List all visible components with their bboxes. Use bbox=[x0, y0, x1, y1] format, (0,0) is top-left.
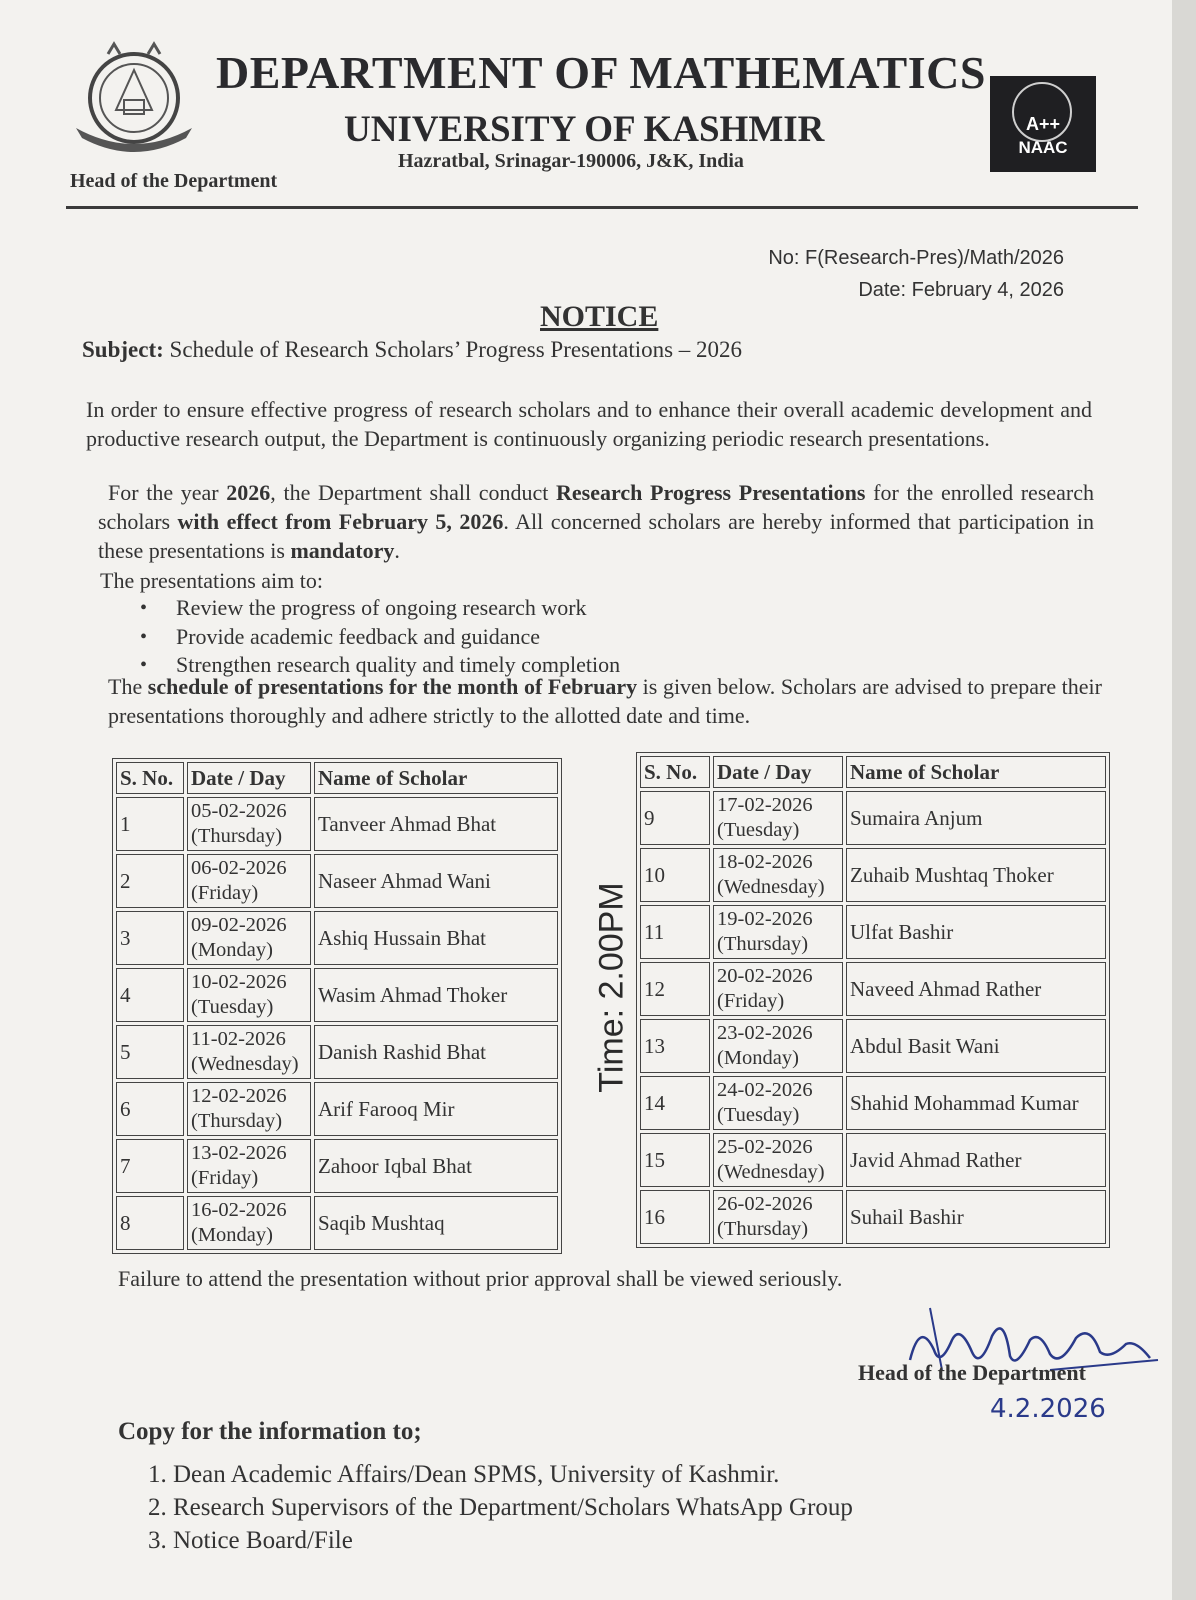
emphasis-text: with effect from February 5, 2026 bbox=[177, 509, 504, 534]
date-value: 24-02-2026 bbox=[717, 1079, 813, 1101]
table-row bbox=[640, 962, 1106, 1016]
university-seal-logo bbox=[68, 40, 200, 160]
copy-item: 1. Dean Academic Affairs/Dean SPMS, University of Kashmir. bbox=[148, 1461, 780, 1488]
table-row bbox=[116, 1139, 558, 1193]
day-value: (Monday) bbox=[717, 1047, 799, 1069]
header-date: Date / Day bbox=[187, 762, 311, 794]
schedule-rows-left bbox=[116, 797, 558, 1250]
scholar-name-cell: Saqib Mushtaq bbox=[314, 1196, 558, 1250]
date-cell bbox=[187, 1196, 311, 1250]
emphasis-text: Research Progress Presentations bbox=[556, 480, 866, 505]
date-value: 17-02-2026 bbox=[717, 794, 813, 816]
date-value: 10-02-2026 bbox=[191, 971, 287, 993]
department-name: DEPARTMENT OF MATHEMATICS bbox=[216, 47, 986, 98]
table-row bbox=[116, 797, 558, 851]
notice-title: NOTICE bbox=[540, 300, 659, 333]
date-cell bbox=[713, 1019, 843, 1073]
day-value: (Thursday) bbox=[191, 825, 283, 847]
aim-item: • Review the progress of ongoing research work bbox=[140, 594, 620, 623]
table-row bbox=[116, 1196, 558, 1250]
scholar-name-cell: Zuhaib Mushtaq Thoker bbox=[846, 848, 1106, 902]
sno-cell: 6 bbox=[116, 1082, 184, 1136]
scholar-name-cell: Suhail Bashir bbox=[846, 1190, 1106, 1244]
text-run: For the year bbox=[108, 480, 227, 505]
scholar-name-cell: Tanveer Ahmad Bhat bbox=[314, 797, 558, 851]
sno-cell: 16 bbox=[640, 1190, 710, 1244]
date-value: 11-02-2026 bbox=[191, 1028, 286, 1050]
date-value: 16-02-2026 bbox=[191, 1199, 287, 1221]
background-edge bbox=[1172, 0, 1196, 1600]
day-value: (Wednesday) bbox=[717, 876, 825, 898]
text-run: . All concerned scholars are hereby informed that participation in these presentations is bbox=[98, 509, 1094, 563]
sno-cell: 12 bbox=[640, 962, 710, 1016]
sno-cell: 9 bbox=[640, 791, 710, 845]
day-value: (Tuesday) bbox=[191, 996, 274, 1018]
day-value: (Thursday) bbox=[717, 933, 809, 955]
copy-heading: Copy for the information to; bbox=[118, 1418, 422, 1445]
date-cell bbox=[713, 848, 843, 902]
scholar-name-cell: Danish Rashid Bhat bbox=[314, 1025, 558, 1079]
date-value: 05-02-2026 bbox=[191, 800, 287, 822]
date-cell bbox=[713, 962, 843, 1016]
table-row bbox=[640, 848, 1106, 902]
table-header-row bbox=[640, 756, 1106, 788]
day-value: (Wednesday) bbox=[717, 1161, 825, 1183]
copy-item: 3. Notice Board/File bbox=[148, 1527, 353, 1554]
sno-cell: 13 bbox=[640, 1019, 710, 1073]
university-name: UNIVERSITY OF KASHMIR bbox=[344, 109, 825, 150]
sno-cell: 15 bbox=[640, 1133, 710, 1187]
scholar-name-cell: Javid Ahmad Rather bbox=[846, 1133, 1106, 1187]
scholar-name-cell: Ulfat Bashir bbox=[846, 905, 1106, 959]
sno-cell: 7 bbox=[116, 1139, 184, 1193]
table-header-row bbox=[116, 762, 558, 794]
sno-cell: 4 bbox=[116, 968, 184, 1022]
naac-label: NAAC bbox=[1018, 138, 1068, 157]
date-value: 06-02-2026 bbox=[191, 857, 287, 879]
reference-number: No: F(Research-Pres)/Math/2026 bbox=[768, 247, 1064, 269]
subject-label: Subject: bbox=[82, 337, 164, 362]
date-cell bbox=[713, 905, 843, 959]
table-row bbox=[640, 1190, 1106, 1244]
sno-cell: 1 bbox=[116, 797, 184, 851]
schedule-paragraph bbox=[108, 672, 1102, 730]
presentation-time-label: Time: 2.00PM bbox=[592, 882, 631, 1093]
scholar-name-cell: Abdul Basit Wani bbox=[846, 1019, 1106, 1073]
announcement-paragraph bbox=[98, 478, 1094, 565]
date-value: 19-02-2026 bbox=[717, 908, 813, 930]
copy-list bbox=[148, 1458, 853, 1557]
schedule-rows-right bbox=[640, 791, 1106, 1244]
naac-badge bbox=[990, 76, 1096, 172]
header-name: Name of Scholar bbox=[314, 762, 558, 794]
sno-cell: 14 bbox=[640, 1076, 710, 1130]
subject-line bbox=[82, 337, 742, 363]
date-value: 23-02-2026 bbox=[717, 1022, 813, 1044]
day-value: (Wednesday) bbox=[191, 1053, 299, 1075]
emphasis-text: mandatory bbox=[290, 538, 395, 563]
day-value: (Friday) bbox=[717, 990, 785, 1012]
table-row bbox=[116, 968, 558, 1022]
table-row bbox=[640, 791, 1106, 845]
table-row bbox=[116, 854, 558, 908]
date-value: 09-02-2026 bbox=[191, 914, 287, 936]
signature-date: 4.2.2026 bbox=[990, 1394, 1106, 1424]
date-cell bbox=[713, 1190, 843, 1244]
header-divider bbox=[66, 206, 1138, 209]
table-row bbox=[116, 911, 558, 965]
intro-paragraph: In order to ensure effective progress of research scholars and to enhance their overall academic development and productive research output, the Department is continuously organizing periodic research presentations. bbox=[86, 397, 1092, 451]
scholar-name-cell: Shahid Mohammad Kumar bbox=[846, 1076, 1106, 1130]
scholar-name-cell: Wasim Ahmad Thoker bbox=[314, 968, 558, 1022]
sno-cell: 11 bbox=[640, 905, 710, 959]
head-of-department-label: Head of the Department bbox=[70, 170, 278, 192]
text-run: The bbox=[108, 674, 148, 699]
date-cell bbox=[187, 797, 311, 851]
sno-cell: 8 bbox=[116, 1196, 184, 1250]
address: Hazratbal, Srinagar-190006, J&K, India bbox=[398, 150, 744, 172]
date-value: 13-02-2026 bbox=[191, 1142, 287, 1164]
signatory-title: Head of the Department bbox=[858, 1360, 1086, 1385]
table-row bbox=[640, 1133, 1106, 1187]
date-cell bbox=[713, 1133, 843, 1187]
sno-cell: 10 bbox=[640, 848, 710, 902]
date-value: 12-02-2026 bbox=[191, 1085, 287, 1107]
day-value: (Monday) bbox=[191, 939, 273, 961]
schedule-table-left bbox=[112, 758, 562, 1254]
day-value: (Tuesday) bbox=[717, 819, 800, 841]
scholar-name-cell: Zahoor Iqbal Bhat bbox=[314, 1139, 558, 1193]
sno-cell: 5 bbox=[116, 1025, 184, 1079]
scholar-name-cell: Naveed Ahmad Rather bbox=[846, 962, 1106, 1016]
date-value: 26-02-2026 bbox=[717, 1193, 813, 1215]
reference-block bbox=[768, 242, 1064, 306]
reference-date: Date: February 4, 2026 bbox=[858, 279, 1064, 301]
aim-item: • Strengthen research quality and timely completion bbox=[140, 651, 620, 680]
emphasis-text: schedule of presentations for the month of February bbox=[147, 674, 638, 699]
header-name: Name of Scholar bbox=[846, 756, 1106, 788]
date-cell bbox=[187, 1025, 311, 1079]
header-sno: S. No. bbox=[116, 762, 184, 794]
naac-grade: A++ bbox=[1025, 114, 1061, 134]
day-value: (Thursday) bbox=[191, 1110, 283, 1132]
sno-cell: 2 bbox=[116, 854, 184, 908]
date-value: 25-02-2026 bbox=[717, 1136, 813, 1158]
date-cell bbox=[713, 1076, 843, 1130]
table-row bbox=[640, 1019, 1106, 1073]
sno-cell: 3 bbox=[116, 911, 184, 965]
aims-intro: The presentations aim to: bbox=[100, 568, 323, 593]
aim-item: • Provide academic feedback and guidance bbox=[140, 623, 620, 652]
emphasis-text: 2026 bbox=[226, 480, 271, 505]
header-sno: S. No. bbox=[640, 756, 710, 788]
text-run: , the Department shall conduct bbox=[270, 480, 557, 505]
date-cell bbox=[187, 1082, 311, 1136]
day-value: (Monday) bbox=[191, 1224, 273, 1246]
subject-text: Schedule of Research Scholars’ Progress Presentations – 2026 bbox=[163, 337, 743, 362]
scholar-name-cell: Arif Farooq Mir bbox=[314, 1082, 558, 1136]
date-cell bbox=[713, 791, 843, 845]
day-value: (Friday) bbox=[191, 1167, 259, 1189]
day-value: (Thursday) bbox=[717, 1218, 809, 1240]
failure-note: Failure to attend the presentation without prior approval shall be viewed seriously. bbox=[118, 1266, 843, 1291]
text-run: . bbox=[394, 538, 400, 563]
date-value: 18-02-2026 bbox=[717, 851, 813, 873]
date-value: 20-02-2026 bbox=[717, 965, 813, 987]
date-cell bbox=[187, 1139, 311, 1193]
table-row bbox=[640, 905, 1106, 959]
header-date: Date / Day bbox=[713, 756, 843, 788]
copy-item: 2. Research Supervisors of the Department/Scholars WhatsApp Group bbox=[148, 1494, 853, 1521]
table-row bbox=[640, 1076, 1106, 1130]
schedule-table-right bbox=[636, 752, 1110, 1248]
scholar-name-cell: Sumaira Anjum bbox=[846, 791, 1106, 845]
presentation-time bbox=[592, 868, 632, 1108]
day-value: (Tuesday) bbox=[717, 1104, 800, 1126]
date-cell bbox=[187, 911, 311, 965]
day-value: (Friday) bbox=[191, 882, 259, 904]
scholar-name-cell: Naseer Ahmad Wani bbox=[314, 854, 558, 908]
text-run: is given below. Scholars are advised to prepare their presentations thoroughly and adhere strictly to the allotted date and time. bbox=[108, 674, 1102, 728]
aims-list bbox=[140, 594, 620, 680]
table-row bbox=[116, 1082, 558, 1136]
scholar-name-cell: Ashiq Hussain Bhat bbox=[314, 911, 558, 965]
date-cell bbox=[187, 854, 311, 908]
date-cell bbox=[187, 968, 311, 1022]
text-run: for the enrolled research scholars bbox=[98, 480, 1095, 534]
table-row bbox=[116, 1025, 558, 1079]
